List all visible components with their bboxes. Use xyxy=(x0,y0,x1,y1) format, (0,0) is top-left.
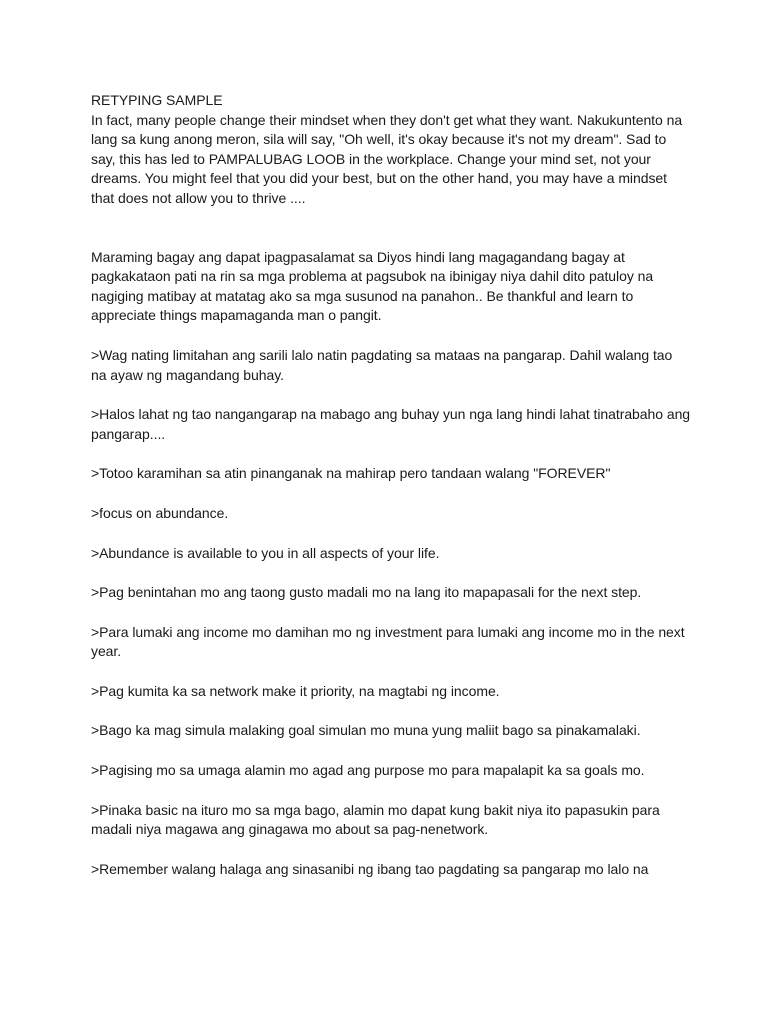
tip-item: >Remember walang halaga ang sinasanibi ng ibang tao pagdating sa pangarap mo lalo na xyxy=(91,860,649,877)
tip-item: >Pinaka basic na ituro mo sa mga bago, alamin mo dapat kung bakit niya ito papasukin para madali niya magawa ang ginagawa mo about sa pag-nenetwork. xyxy=(91,801,660,838)
tip-item: >focus on abundance. xyxy=(91,504,229,521)
tip-item: >Pag kumita ka sa network make it priority, na magtabi ng income. xyxy=(91,682,500,699)
paragraph-gratitude: Maraming bagay ang dapat ipagpasalamat sa Diyos hindi lang magagandang bagay at pagkakataon pati na rin sa mga problema at pagsubok na ibinigay niya dahil dito patuloy na nagiging matibay at matatag ako sa mga susunod na panahon.. Be thankful and learn to appreciate things mapamaganda man o pangit. xyxy=(91,248,654,324)
tip-item: >Halos lahat ng tao nangangarap na mabago ang buhay yun nga lang hindi lahat tinatrabaho ang pangarap.... xyxy=(91,406,691,442)
tip-item: >Abundance is available to you in all aspects of your life. xyxy=(91,544,440,561)
tip-item: >Bago ka mag simula malaking goal simulan mo muna yung maliit bago sa pinakamalaki. xyxy=(91,722,641,739)
document-title: RETYPING SAMPLE xyxy=(91,92,223,108)
tip-item: >Pag benintahan mo ang taong gusto madali mo na lang ito mapapasali for the next step. xyxy=(91,584,642,601)
tip-item: >Wag nating limitahan ang sarili lalo natin pagdating sa mataas na pangarap. Dahil walang tao na ayaw ng magandang buhay. xyxy=(91,346,673,383)
paragraph-mindset: In fact, many people change their mindset when they don't get what they want. Nakukuntento na lang sa kung anong meron, sila will say, "Oh well, it's okay because it's not my dream". Sad to say, this has led to PAMPALUBAG LOOB in the workplace. Change your mind set, not your dreams. You might feel that you did your best, but on the other hand, you may have a mindset that does not allow you to thrive .... xyxy=(91,111,683,206)
tip-item: >Totoo karamihan sa atin pinanganak na mahirap pero tandaan walang "FOREVER" xyxy=(91,465,611,482)
tip-item: >Pagising mo sa umaga alamin mo agad ang purpose mo para mapalapit ka sa goals mo. xyxy=(91,762,645,779)
document-body xyxy=(91,91,691,879)
tip-item: >Para lumaki ang income mo damihan mo ng investment para lumaki ang income mo in the next year. xyxy=(91,623,685,660)
